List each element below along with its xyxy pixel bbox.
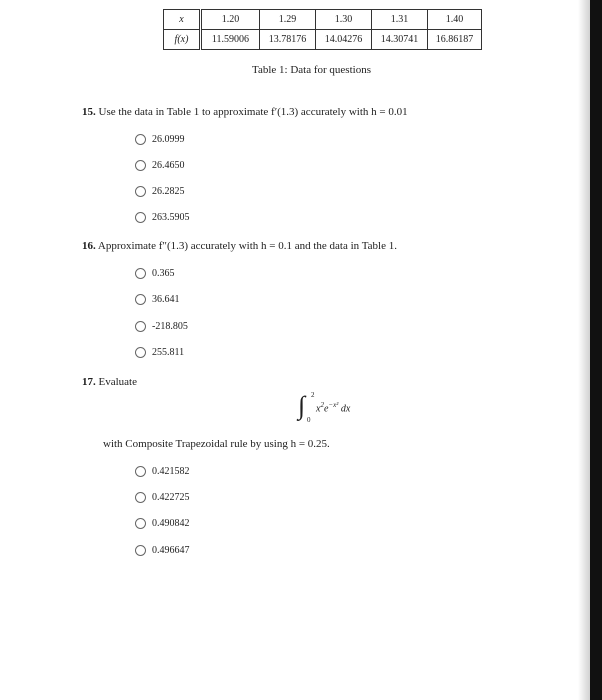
integral-upper-limit: 2 [311, 391, 315, 399]
integrand: $x^2e^{-x^2}$ dx [316, 401, 351, 415]
table-cell: 14.30741 [372, 30, 428, 50]
option-label: 0.421582 [152, 465, 190, 477]
option-label: -218.805 [152, 320, 188, 332]
table-cell: 14.04276 [316, 30, 372, 50]
option-label: 0.365 [152, 267, 175, 279]
q15-option-d[interactable] [135, 210, 190, 224]
question-number: 15. [82, 106, 96, 118]
integral-lower-limit: 0 [307, 416, 311, 424]
radio-button[interactable] [135, 321, 146, 332]
radio-button[interactable] [135, 160, 146, 171]
radio-button[interactable] [135, 212, 146, 223]
question-number: 16. [82, 240, 96, 252]
option-label: 0.490842 [152, 517, 190, 529]
table-cell: 1.29 [260, 10, 316, 30]
table-cell: 1.31 [372, 10, 428, 30]
option-label: 263.5905 [152, 211, 190, 223]
option-label: 255.811 [152, 346, 185, 358]
q15-option-c[interactable] [135, 184, 185, 198]
table-row-fx [164, 30, 482, 50]
question-15 [82, 106, 408, 118]
page-edge-shadow [578, 0, 590, 700]
table-cell: 1.20 [201, 10, 260, 30]
q17-option-b[interactable] [135, 490, 190, 504]
table-cell: 1.30 [316, 10, 372, 30]
table-header-x: x [164, 10, 201, 30]
q15-option-a[interactable] [135, 132, 185, 146]
option-label: 26.2825 [152, 185, 185, 197]
question-17-followup: with Composite Trapezoidal rule by using h = 0.25. [103, 438, 330, 450]
table-cell: 11.59006 [201, 30, 260, 50]
option-label: 36.641 [152, 293, 180, 305]
question-17 [82, 376, 137, 388]
q16-option-a[interactable] [135, 266, 175, 280]
table-caption: Table 1: Data for questions [252, 64, 371, 76]
q16-option-b[interactable] [135, 292, 180, 306]
q17-option-c[interactable] [135, 516, 190, 530]
option-label: 26.4650 [152, 159, 185, 171]
q17-option-a[interactable] [135, 464, 190, 478]
radio-button[interactable] [135, 545, 146, 556]
question-text: Evaluate [98, 376, 137, 388]
option-label: 26.0999 [152, 133, 185, 145]
data-table [163, 9, 482, 50]
question-16 [82, 240, 397, 252]
page-edge-bar [590, 0, 602, 700]
radio-button[interactable] [135, 134, 146, 145]
question-text: Use the data in Table 1 to approximate f′(1.3) accurately with h = 0.01 [98, 106, 408, 118]
radio-button[interactable] [135, 186, 146, 197]
radio-button[interactable] [135, 466, 146, 477]
question-text: Approximate f″(1.3) accurately with h = 0.1 and the data in Table 1. [97, 240, 397, 252]
radio-button[interactable] [135, 294, 146, 305]
radio-button[interactable] [135, 492, 146, 503]
q16-option-c[interactable] [135, 319, 188, 333]
table-cell: 1.40 [428, 10, 482, 30]
option-label: 0.496647 [152, 544, 190, 556]
question-number: 17. [82, 376, 96, 388]
table-header-fx: f(x) [164, 30, 201, 50]
integral-sign: ∫ [298, 391, 306, 420]
table-cell: 16.86187 [428, 30, 482, 50]
q17-option-d[interactable] [135, 543, 190, 557]
q15-option-b[interactable] [135, 158, 185, 172]
table-row-x [164, 10, 482, 30]
table-cell: 13.78176 [260, 30, 316, 50]
radio-button[interactable] [135, 518, 146, 529]
radio-button[interactable] [135, 268, 146, 279]
radio-button[interactable] [135, 347, 146, 358]
option-label: 0.422725 [152, 491, 190, 503]
q16-option-d[interactable] [135, 345, 184, 359]
